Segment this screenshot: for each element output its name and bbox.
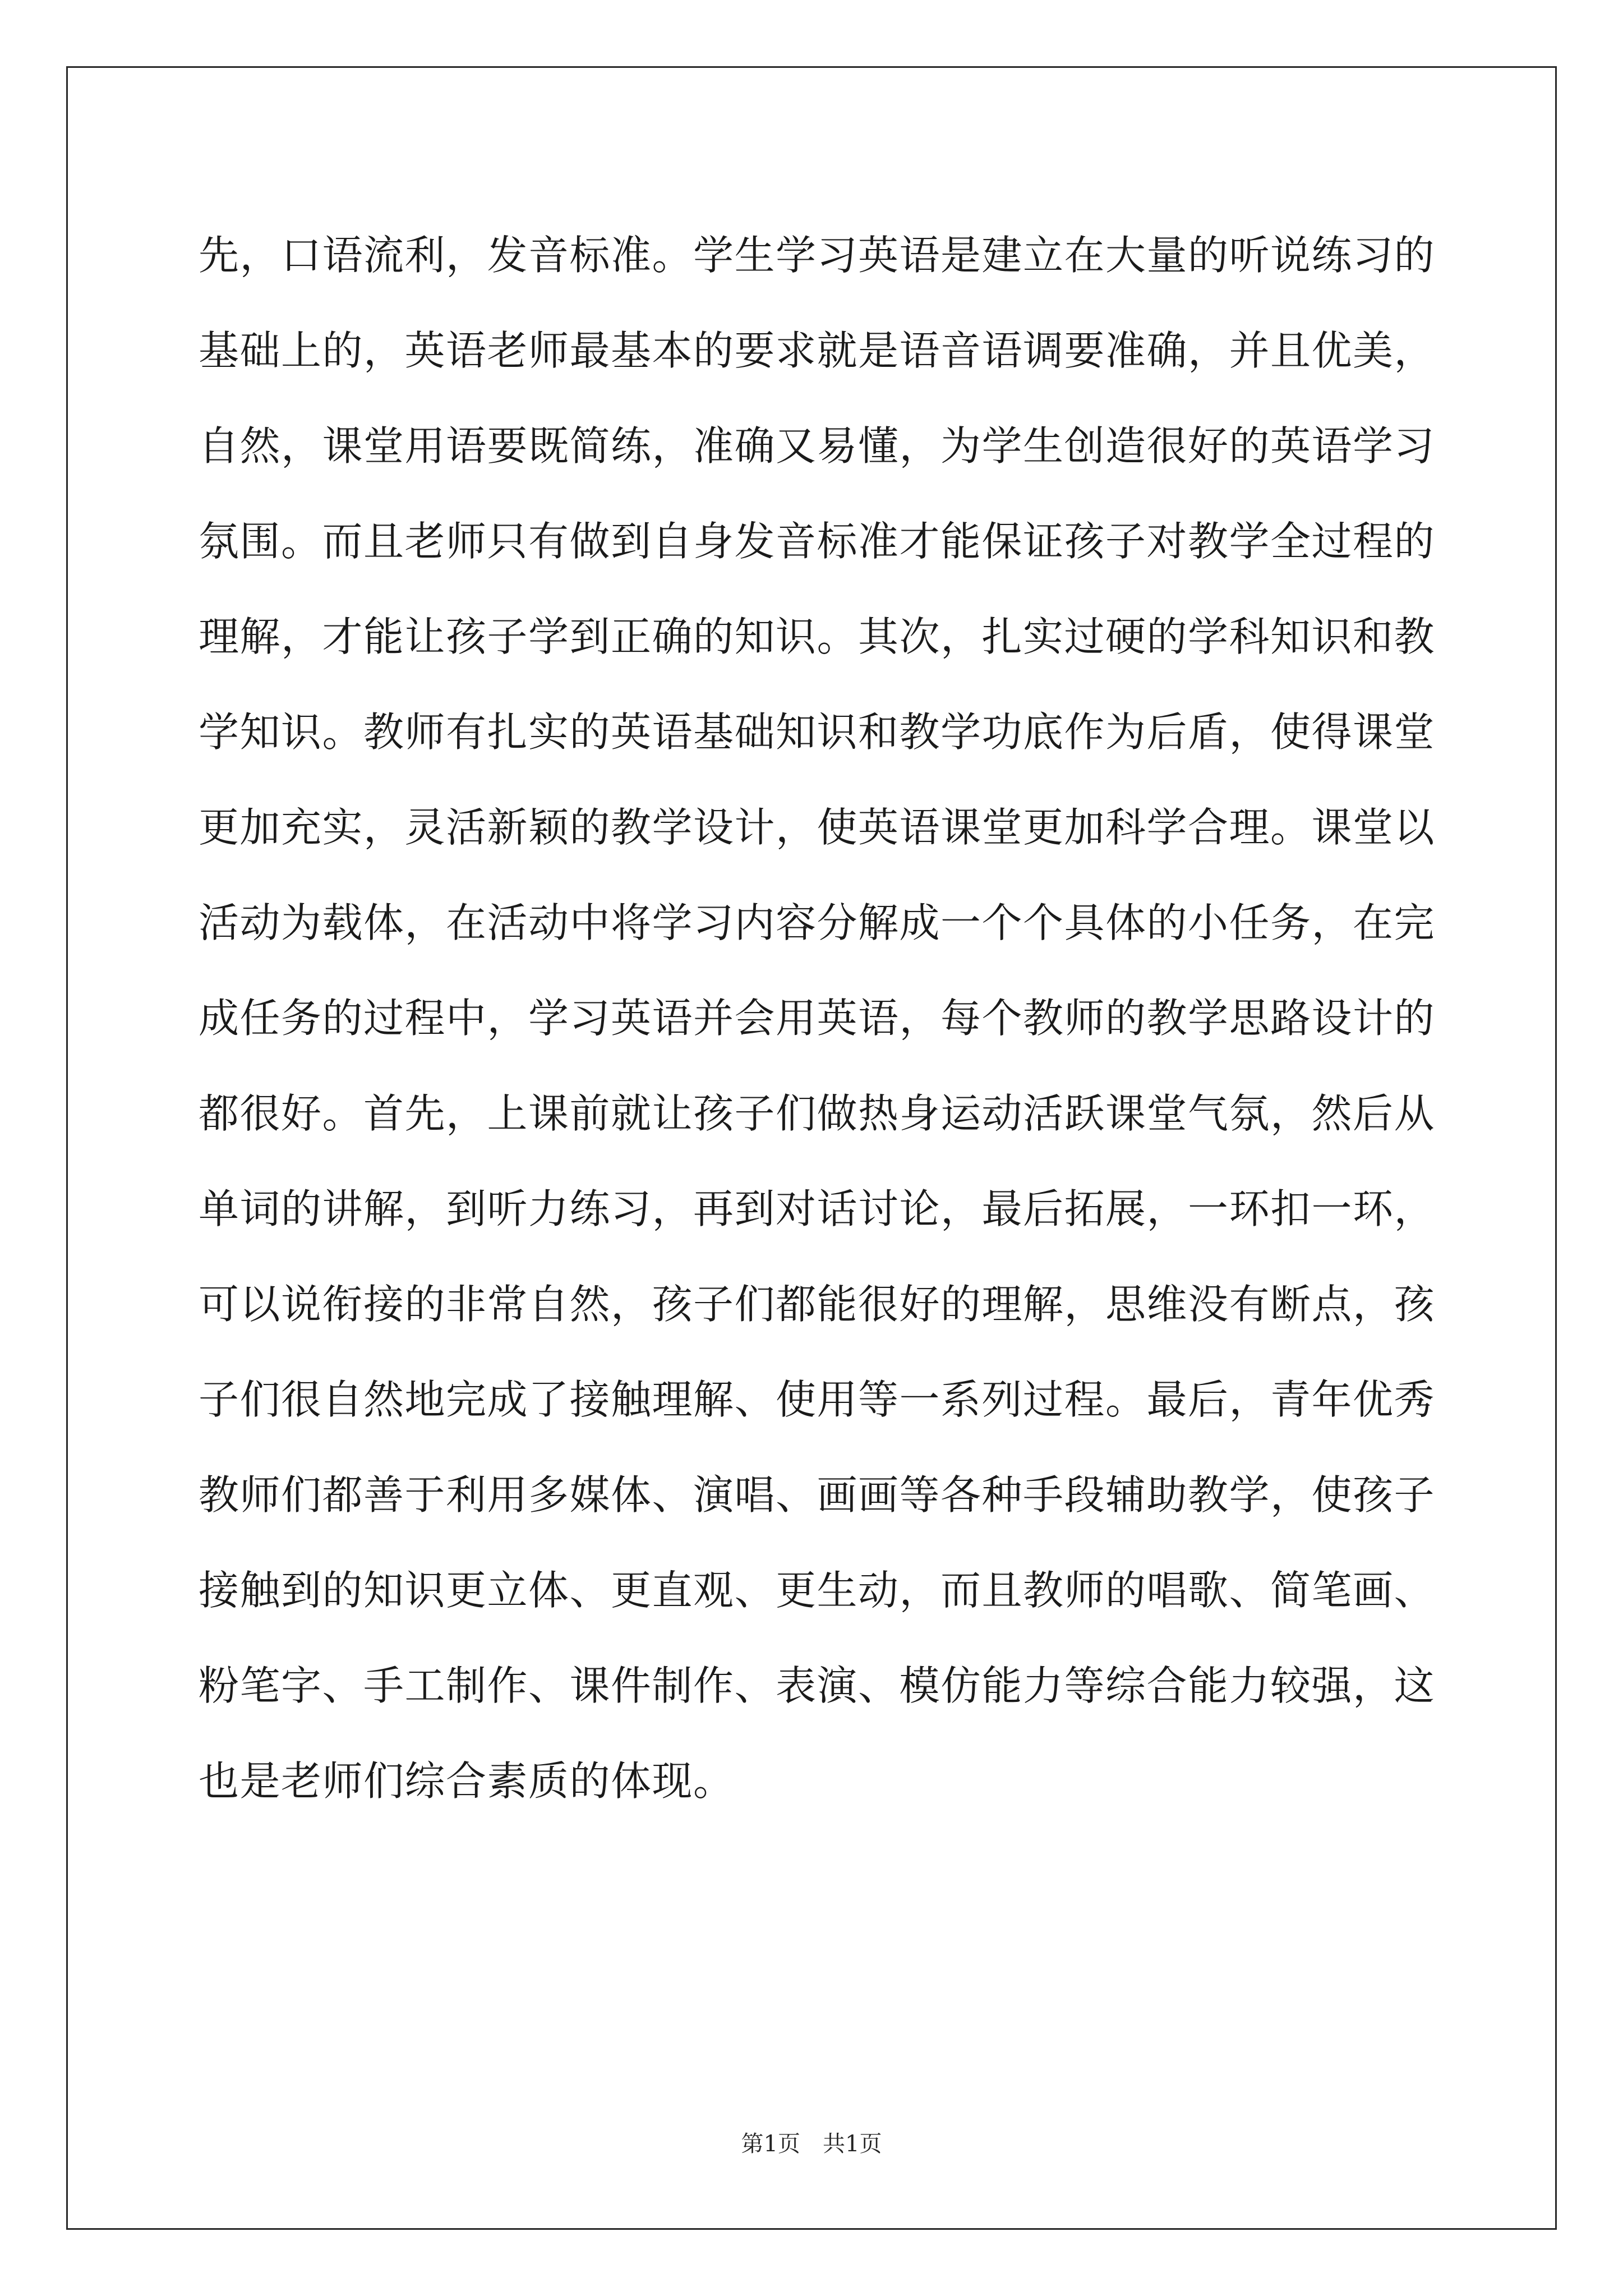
- text-line: 也是老师们综合素质的体现。: [199, 1757, 735, 1805]
- text-line: 理解，才能让孩子学到正确的知识。其次，扎实过硬的学科知识和教: [199, 613, 1436, 660]
- page-number-footer: 第1页 共1页: [741, 2131, 882, 2157]
- text-line: 接触到的知识更立体、更直观、更生动，而且教师的唱歌、简笔画、: [199, 1567, 1436, 1614]
- text-line: 氛围。而且老师只有做到自身发音标准才能保证孩子对教学全过程的: [199, 518, 1436, 565]
- text-line: 成任务的过程中，学习英语并会用英语，每个教师的教学思路设计的: [199, 995, 1436, 1042]
- text-line: 活动为载体，在活动中将学习内容分解成一个个具体的小任务，在完: [199, 899, 1436, 946]
- text-line: 学知识。教师有扎实的英语基础知识和教学功底作为后盾，使得课堂: [199, 708, 1436, 756]
- text-line: 教师们都善于利用多媒体、演唱、画画等各种手段辅助教学，使孩子: [199, 1471, 1436, 1519]
- text-line: 先，口语流利，发音标准。学生学习英语是建立在大量的听说练习的: [199, 232, 1436, 279]
- text-line: 粉笔字、手工制作、课件制作、表演、模仿能力等综合能力较强，这: [199, 1662, 1436, 1709]
- text-line: 可以说衔接的非常自然，孩子们都能很好的理解，思维没有断点，孩: [199, 1281, 1436, 1328]
- text-line: 子们很自然地完成了接触理解、使用等一系列过程。最后，青年优秀: [199, 1376, 1436, 1423]
- text-line: 都很好。首先，上课前就让孩子们做热身运动活跃课堂气氛，然后从: [199, 1090, 1436, 1137]
- text-line: 单词的讲解，到听力练习，再到对话讨论，最后拓展，一环扣一环，: [199, 1185, 1436, 1232]
- text-line: 自然，课堂用语要既简练，准确又易懂，为学生创造很好的英语学习: [199, 422, 1436, 470]
- text-line: 基础上的，英语老师最基本的要求就是语音语调要准确，并且优美，: [199, 327, 1436, 374]
- document-body: [199, 208, 1436, 1829]
- text-line: 更加充实，灵活新颖的教学设计，使英语课堂更加科学合理。课堂以: [199, 804, 1436, 851]
